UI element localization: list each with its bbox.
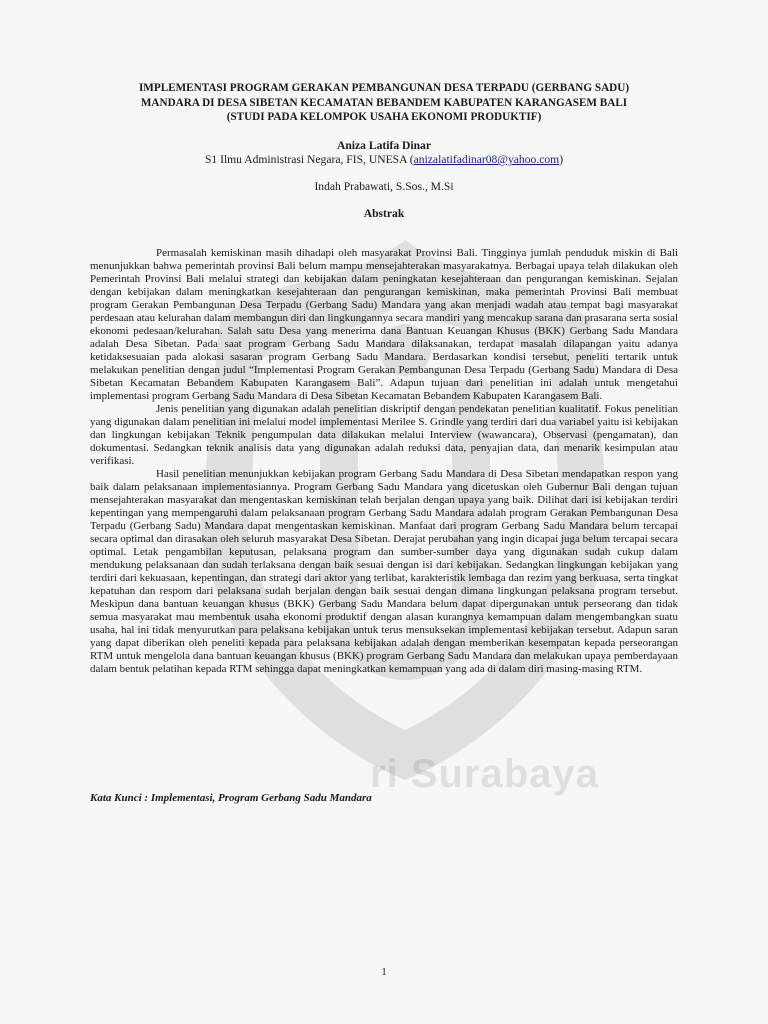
affiliation-suffix: ) <box>559 153 564 166</box>
abstract-paragraph: Permasalah kemiskinan masih dihadapi oleh masyarakat Provinsi Bali. Tingginya jumlah penduduk miskin di Bali menunjukkan bahwa pemerintah provinsi Bali belum mampu mensejahterakan masyarakatnya. Berbagai upaya telah dilakukan oleh Pemerintah Provinsi Bali melalui strategi dan kebijakan dalam peningkatan kesejahteraan dan pengurangan kemiskinan. Sejalan dengan kebijakan dalam meningkatkan kesejahteraan dan pengurangan kemiskinan, maka pemerintah Provinsi Bali membuat program Gerakan Pembangunan Desa Terpadu (Gerbang Sadu) Mandara yang akan menjadi wadah atau tempat bagi masyarakat perdesaan atau kelurahan dalam membangun diri dan lingkungannya secara mandiri yang mencakup sarana dan prasarana serta sosial ekonomi pedesaan/kelurahan. Salah satu Desa yang menerima dana Bantuan Keuangan Khusus (BKK) Gerbang Sadu Mandara adalah Desa Sibetan. Pada saat program Gerbang Sadu Mandara dilaksanakan, terdapat masalah dilapangan yaitu adanya ketidaksesuaian pada alokasi sasaran program Gerbang Sadu Mandara. Berdasarkan kondisi tersebut, peneliti tertarik untuk melakukan penelitian dengan judul “Implementasi Program Gerakan Pembangunan Desa Terpadu (Gerbang Sadu) Mandara di Desa Sibetan Kecamatan Bebandem Kabupaten Karangasem Bali”. Adapun tujuan dari penelitian ini adalah untuk mengetahui implementasi program Gerbang Sadu Mandara di Desa Sibetan Kecamatan Bebandem Kabupaten Karangasem Bali. <box>90 247 678 402</box>
author-affiliation <box>90 153 678 167</box>
abstract-paragraph: Hasil penelitian menunjukkan kebijakan program Gerbang Sadu Mandara di Desa Sibetan mendapatkan respon yang baik dalam pelaksanaan implementasiannya. Program Gerbang Sadu Mandara yang dicetuskan oleh Gubernur Bali dengan tujuan mensejahterakan masyarakat dan mengentaskan kemiskinan telah berjalan dengan upaya yang baik. Dilihat dari isi kebijakan terdiri kepentingan yang mempengaruhi dalam pelaksanaan program Gerbang Sadu Mandara adalah program Gerakan Pembangunan Desa Terpadu (Gerbang Sadu) Mandara dapat mengentaskan kemiskinan. Manfaat dari program Gerbang Sadu Mandara belum tercapai secara optimal dan dirasakan oleh seluruh masyarakat Desa Sibetan. Derajat perubahan yang ingin dicapai juga belum tercapai secara optimal. Letak pengambilan keputusan, pelaksana program dan sumber-sumber daya yang digunakan sudah cukup dalam mendukung pelaksanaan dan sudah terlaksana dengan baik sesuai dengan isi dari kebijakan. Sedangkan lingkungan kebijakan yang terdiri dari kekuasaan, kepentingan, dan strategi dari aktor yang terlibat, karakteristik lembaga dan rezim yang berkuasa, serta tingkat kepatuhan dan respom dari pelaksana sudah berjalan dengan baik sesuai dengan dimana lingkungan pelaksana program tersebut. Meskipun dana bantuan keuangan khusus (BKK) Gerbang Sadu Mandara belum dapat dipergunakan untuk perseorang dan tidak semua masyarakat mau membentuk usaha ekonomi produktif dengan alasan kurangnya kemampuan dalam mengembangkan suatu usaha, hal ini tidak menyurutkan para pelaksana kebijakan untuk terus mensuksekan implementasi kebijakan tersebut. Adapun saran yang dapat diberikan oleh peneliti kepada para pelaksana kebijakan adalah dengan memberikan kesempatan kepada perseorangan RTM untuk mengelola dana bantuan keuangan khusus (BKK) program Gerbang Sadu Mandara dan melakukan upaya pemberdayaan dalam bentuk pelatihan kepada RTM sehingga dapat meningkatkan kemampuan yang ada di dalam diri masing-masing RTM. <box>90 468 678 675</box>
paper-title <box>90 81 678 125</box>
title-line: MANDARA DI DESA SIBETAN KECAMATAN BEBANDEM KABUPATEN KARANGASEM BALI <box>140 96 628 109</box>
author-name: Aniza Latifa Dinar <box>336 139 432 152</box>
page-number: 1 <box>381 966 387 978</box>
keywords: Kata Kunci : Implementasi, Program Gerbang Sadu Mandara <box>90 792 372 804</box>
watermark-text: ri Surabaya <box>370 752 599 796</box>
affiliation-prefix: S1 Ilmu Administrasi Negara, FIS, UNESA ( <box>204 153 414 166</box>
abstract-heading: Abstrak <box>363 207 405 220</box>
abstract-paragraph: Jenis penelitian yang digunakan adalah penelitian diskriptif dengan pendekatan penelitian kualitatif. Fokus penelitian yang digunakan dalam penelitian ini melalui model implementasi Merilee S. Grindle yang terdiri dari dua variabel yaitu isi kebijakan dan lingkungan kebijakan Teknik pengumpulan data dilakukan melalui Interview (wawancara), Observasi (pengamatan), dan dokumentasi. Sedangkan teknik analisis data yang digunakan adalah reduksi data, penyajian data, dan menarik kesimpulan atau verifikasi. <box>90 403 678 467</box>
title-line: (STUDI PADA KELOMPOK USAHA EKONOMI PRODUKTIF) <box>226 111 542 123</box>
abstract-body <box>90 247 678 676</box>
title-line: IMPLEMENTASI PROGRAM GERAKAN PEMBANGUNAN DESA TERPADU (GERBANG SADU) <box>138 82 630 94</box>
author-email-link[interactable]: anizalatifadinar08@yahoo.com <box>413 153 560 166</box>
advisor-name: Indah Prabawati, S.Sos., M.Si <box>314 180 454 193</box>
